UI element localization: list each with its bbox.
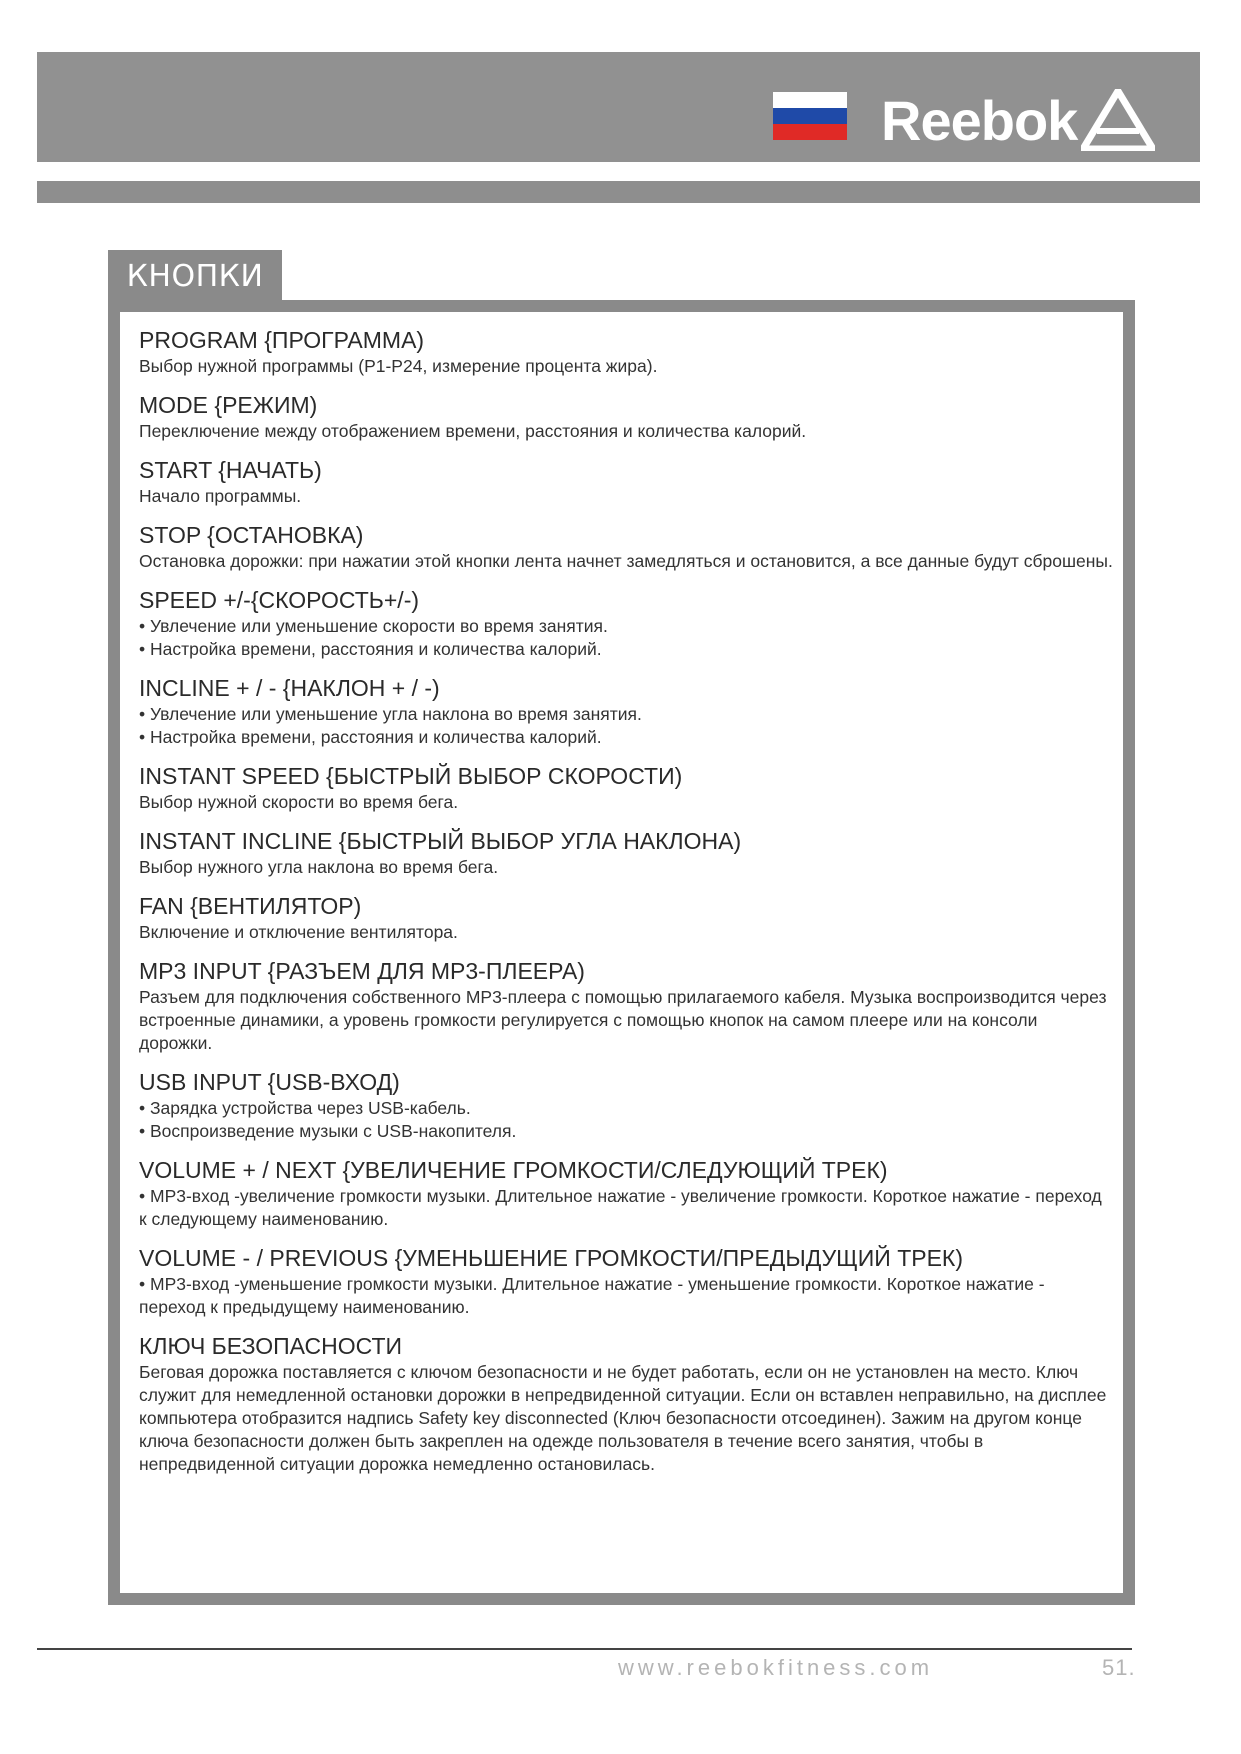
item-line: • Настройка времени, расстояния и количества калорий. [139, 639, 602, 659]
item-title: SPEED +/-{СКОРОСТЬ+/-) [139, 587, 420, 613]
item-line: • Увлечение или уменьшение угла наклона во время занятия. [139, 704, 642, 724]
item-title: START {НАЧАТЬ) [139, 457, 322, 483]
item-line: Включение и отключение вентилятора. [139, 922, 458, 942]
button-description-item [139, 586, 1114, 661]
item-body [139, 791, 1114, 814]
item-title: STOP {ОСТАНОВКА) [139, 522, 364, 548]
reebok-delta-icon [1081, 89, 1155, 151]
header-sub-band [37, 181, 1200, 203]
button-description-item [139, 1332, 1114, 1476]
button-description-item [139, 1156, 1114, 1231]
button-description-item [139, 674, 1114, 749]
item-body [139, 921, 1114, 944]
item-title: INSTANT SPEED {БЫСТРЫЙ ВЫБОР СКОРОСТИ) [139, 763, 683, 789]
flag-stripe-red [773, 124, 847, 140]
item-line: • Настройка времени, расстояния и количества калорий. [139, 727, 602, 747]
item-title: USB INPUT {USB-ВХОД) [139, 1069, 400, 1095]
item-line: • Увлечение или уменьшение скорости во время занятия. [139, 616, 608, 636]
item-body [139, 355, 1114, 378]
header-band [37, 52, 1200, 162]
item-body [139, 1185, 1114, 1231]
flag-stripe-white [773, 92, 847, 108]
reebok-logo [881, 80, 1155, 160]
item-body [139, 615, 1114, 661]
button-description-item [139, 521, 1114, 573]
logo-text: Reebok [881, 88, 1078, 152]
item-line: Переключение между отображением времени, расстояния и количества калорий. [139, 421, 807, 441]
item-title: VOLUME - / PREVIOUS {УМЕНЬШЕНИЕ ГРОМКОСТИ/ПРЕДЫДУЩИЙ ТРЕК) [139, 1245, 963, 1271]
item-title: MODE {РЕЖИМ) [139, 392, 318, 418]
button-description-item [139, 326, 1114, 378]
button-description-item [139, 762, 1114, 814]
footer-url: www.reebokfitness.com [618, 1655, 934, 1680]
item-title: INCLINE + / - {НАКЛОН + / -) [139, 675, 440, 701]
item-line: Выбор нужной скорости во время бега. [139, 792, 459, 812]
item-line: • Воспроизведение музыки с USB-накопителя. [139, 1121, 517, 1141]
item-line: Начало программы. [139, 486, 302, 506]
item-line: Выбор нужного угла наклона во время бега. [139, 857, 499, 877]
button-descriptions [139, 326, 1114, 1489]
item-line: • MP3-вход -уменьшение громкости музыки. Длительное нажатие - уменьшение громкости. Короткое нажатие - переход к предыдущему наименованию. [139, 1274, 1045, 1317]
footer-divider [37, 1648, 1132, 1650]
flag-stripe-blue [773, 108, 847, 124]
item-title: FAN {ВЕНТИЛЯТОР) [139, 893, 362, 919]
button-description-item [139, 892, 1114, 944]
item-line: Беговая дорожка поставляется с ключом безопасности и не будет работать, если он не установлен на место. Ключ служит для немедленной остановки дорожки в непредвиденной ситуации. Если он вставлен неправильно, на дисплее компьютера отобразится надпись Safety key disconnected (Ключ безопасности отсоединен). Зажим на другом конце ключа безопасности должен быть закреплен на одежде пользователя в течение всего занятия, чтобы в непредвиденной ситуации дорожка немедленно остановилась. [139, 1362, 1107, 1474]
item-title: MP3 INPUT {РАЗЪЕМ ДЛЯ MP3-ПЛЕЕРА) [139, 958, 585, 984]
item-line: Разъем для подключения собственного MP3-плеера с помощью прилагаемого кабеля. Музыка воспроизводится через встроенные динамики, а уровень громкости регулируется с помощью кнопок на самом плеере или на консоли дорожки. [139, 987, 1107, 1053]
item-line: Выбор нужной программы (P1-P24, измерение процента жира). [139, 356, 658, 376]
item-line: Остановка дорожки: при нажатии этой кнопки лента начнет замедляться и остановится, а все данные будут сброшены. [139, 551, 1113, 571]
item-title: INSTANT INCLINE {БЫСТРЫЙ ВЫБОР УГЛА НАКЛОНА) [139, 828, 742, 854]
item-body [139, 420, 1114, 443]
item-body [139, 703, 1114, 749]
item-body [139, 485, 1114, 508]
button-description-item [139, 456, 1114, 508]
page-number: 51. [1102, 1655, 1136, 1680]
item-title: PROGRAM {ПРОГРАММА) [139, 327, 425, 353]
item-title: КЛЮЧ БЕЗОПАСНОСТИ [139, 1333, 403, 1359]
item-body [139, 1273, 1114, 1319]
item-line: • MP3-вход -увеличение громкости музыки. Длительное нажатие - увеличение громкости. Короткое нажатие - переход к следующему наименованию. [139, 1186, 1102, 1229]
button-description-item [139, 1068, 1114, 1143]
item-body [139, 1097, 1114, 1143]
button-description-item [139, 827, 1114, 879]
item-title: VOLUME + / NEXT {УВЕЛИЧЕНИЕ ГРОМКОСТИ/СЛЕДУЮЩИЙ ТРЕК) [139, 1157, 888, 1183]
item-body [139, 1361, 1114, 1476]
item-body [139, 856, 1114, 879]
button-description-item [139, 957, 1114, 1055]
section-title: КНОПКИ [108, 250, 282, 302]
item-body [139, 986, 1114, 1055]
russia-flag-icon [773, 92, 847, 140]
item-body [139, 550, 1114, 573]
button-description-item [139, 1244, 1114, 1319]
item-line: • Зарядка устройства через USB-кабель. [139, 1098, 471, 1118]
button-description-item [139, 391, 1114, 443]
